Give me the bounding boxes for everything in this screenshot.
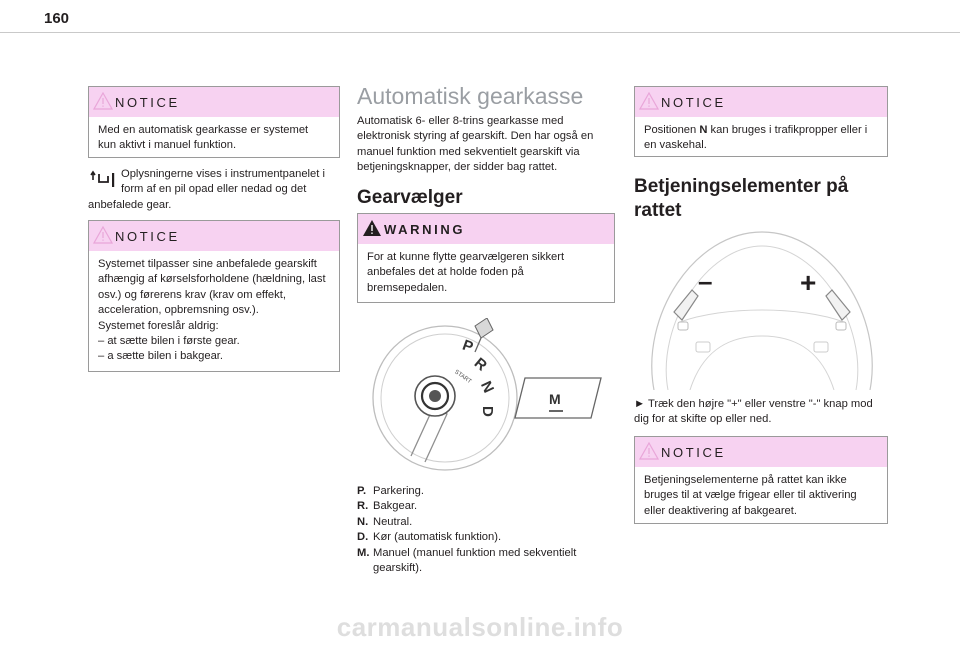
gear-selector-illustration [365, 318, 615, 478]
minus-paddle-label: – [698, 266, 713, 296]
notice-body: Med en automatisk gearkasse er systemet kun aktivt i manuel funktion. [98, 124, 309, 152]
warning-triangle-icon [93, 226, 113, 244]
gear-letter: D [479, 406, 496, 417]
notice-box-neutral [634, 86, 888, 157]
notice-title: NOTICE [115, 94, 180, 110]
warning-body: For at kunne flytte gearvælgeren sikkert anbefales det at holde foden på bremsepedalen. [367, 251, 565, 294]
notice-title: NOTICE [661, 94, 726, 110]
notice-body: Systemet tilpasser sine anbefalede gearskift afhængig af kørselsforholdene (hældning, last osv.) og førerens krav (krav om effekt, acceleration, opbremsning osv.). Systemet foreslår aldrig: – at sætte bilen i første gear. – a sætte bilen i bakgear. [98, 258, 326, 363]
warning-title: WARNING [384, 221, 466, 237]
warning-box [357, 213, 615, 303]
plus-paddle-label: + [800, 267, 817, 298]
gear-letter: N [477, 378, 498, 396]
page-number: 160 [44, 10, 70, 27]
notice-title: NOTICE [661, 444, 726, 460]
start-label: START [453, 369, 473, 386]
legend-item: P. Parkering. [357, 485, 424, 497]
gear-legend [357, 484, 619, 576]
notice-box [88, 86, 340, 158]
manual-mode-label: M [549, 391, 561, 407]
subheading-gear-selector: Gearvælger [357, 187, 463, 208]
notice-title: NOTICE [115, 228, 180, 244]
steering-wheel-illustration [634, 226, 890, 390]
section-heading: Automatisk gearkasse [357, 83, 584, 109]
subheading-steering-controls: Betjeningselementer på rattet [634, 176, 849, 221]
notice-body: Positionen N kan bruges i trafikpropper eller i en vaskehal. [644, 124, 868, 152]
notice-box-steering [634, 436, 888, 524]
warning-triangle-icon [639, 92, 659, 110]
notice-box-gear-advice [88, 220, 340, 372]
gear-letter: P [460, 336, 476, 357]
gear-letter: R [470, 354, 491, 375]
legend-item: D. Kør (automatisk funktion). [357, 531, 502, 544]
intro-paragraph: Automatisk 6- eller 8-trins gearkasse med elektronisk styring af gearskift. Den har også en manuel funktion med sekventielt gearskift via betjeningsknapper, der sidder bag rattet. [357, 115, 594, 174]
legend-item: R. Bakgear. [357, 500, 418, 513]
legend-item: gearskift). [373, 562, 423, 575]
warning-triangle-icon [93, 92, 113, 110]
warning-triangle-icon [362, 219, 382, 237]
header-divider [0, 32, 960, 33]
instruction-paragraph: ► Træk den højre "+" eller venstre "-" knap mod dig for at skifte op eller ned. [634, 398, 873, 426]
warning-triangle-icon [639, 442, 659, 460]
notice-body: Betjeningselementerne på rattet kan ikke bruges til at vælge frigear eller til aktivering eller deaktivering af bakgearet. [644, 474, 857, 517]
legend-item: N. Neutral. [357, 515, 413, 528]
info-paragraph: Oplysningerne vises i instrumentpanelet i form af en pil opad eller nedad og det anbefalede gear. [88, 168, 325, 211]
watermark: carmanualsonline.info [336, 612, 624, 642]
legend-item: M. Manuel (manuel funktion med sekventielt [357, 546, 577, 559]
